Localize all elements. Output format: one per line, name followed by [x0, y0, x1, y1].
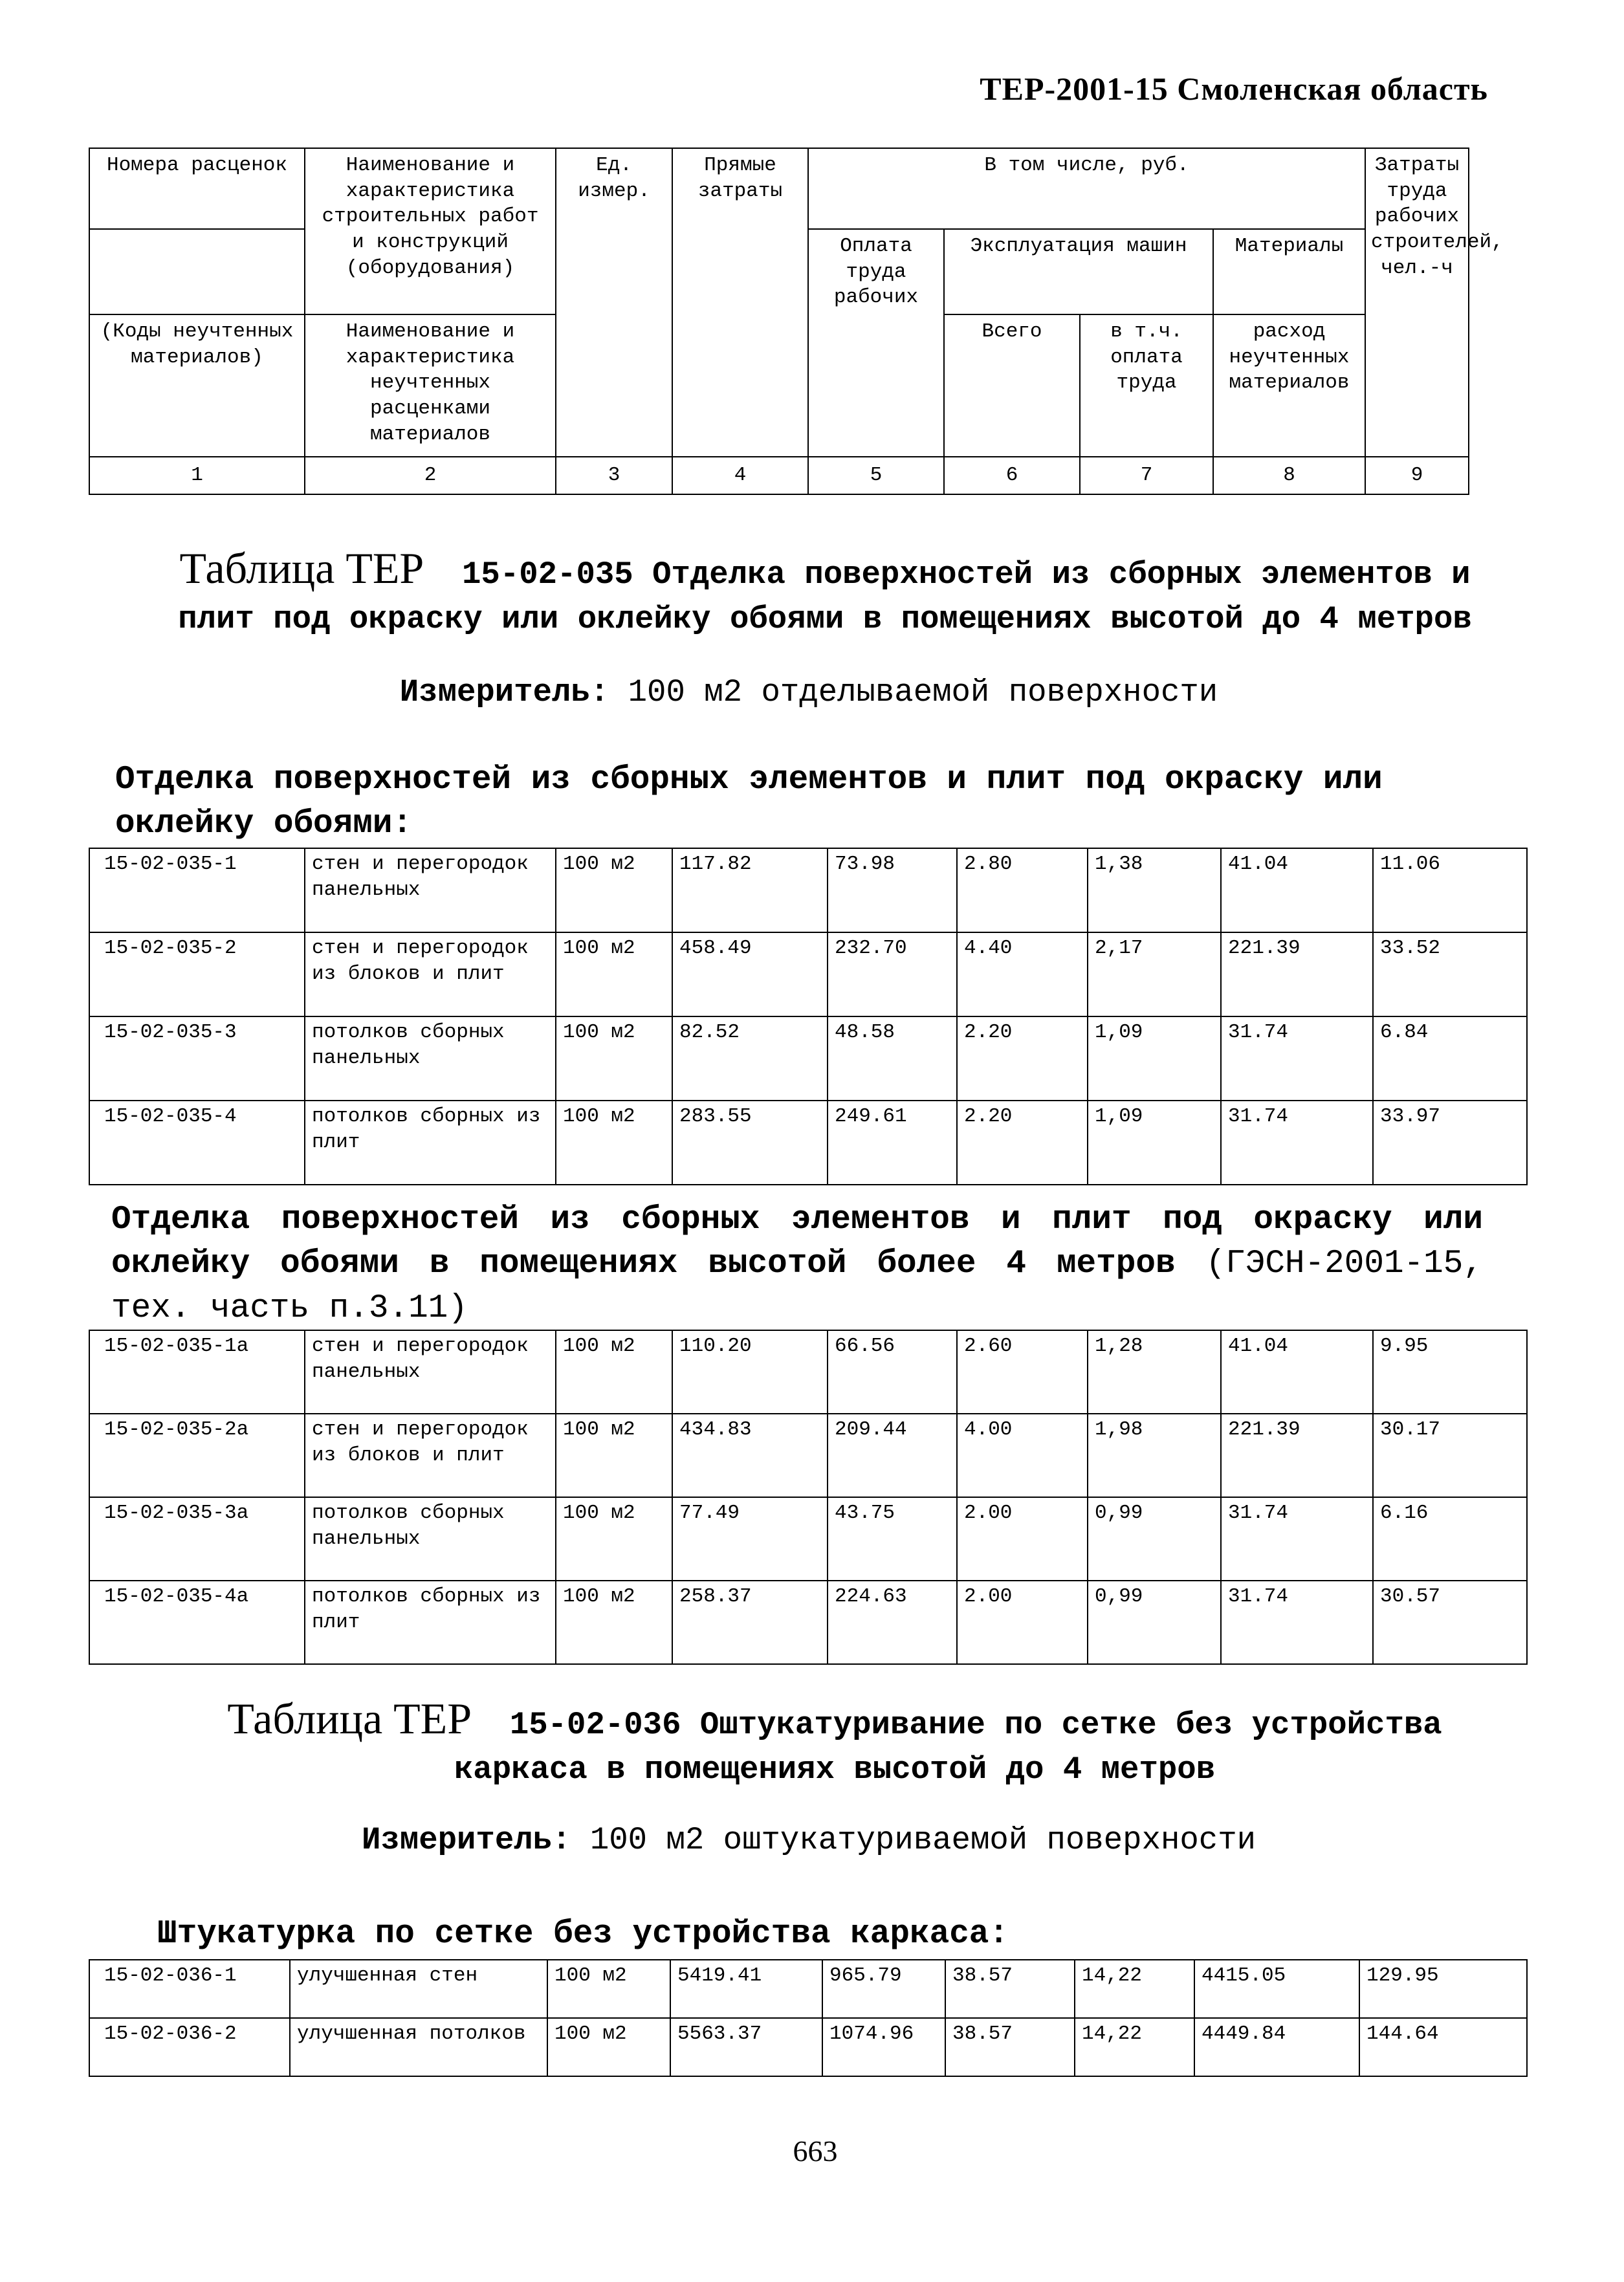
group-caption: Штукатурка по сетке без устройства каркаса: — [157, 1916, 1009, 1953]
table-title-lead: Таблица ТЕР — [179, 543, 424, 593]
table-cell: 73.98 — [828, 848, 957, 932]
table-cell: 4449.84 — [1194, 2018, 1359, 2076]
table-cell: 100 м2 — [556, 1581, 672, 1664]
table-row — [89, 2018, 1527, 2076]
rate-code: 15-02-035-4 — [89, 1101, 305, 1185]
table-cell: 6.16 — [1373, 1497, 1527, 1581]
table-cell: 232.70 — [828, 932, 957, 1016]
table-cell: 2,17 — [1088, 932, 1221, 1016]
table-cell: 100 м2 — [556, 1101, 672, 1185]
column-number: 5 — [808, 457, 944, 494]
table-cell: 209.44 — [828, 1414, 957, 1497]
table-cell: 5419.41 — [670, 1960, 822, 2018]
header-cell: Всего — [944, 314, 1080, 457]
rate-code: 15-02-035-1 — [89, 848, 305, 932]
table-row — [89, 1581, 1527, 1664]
work-description: потолков сборных из плит — [305, 1101, 556, 1185]
table-cell: 458.49 — [672, 932, 828, 1016]
rate-code: 15-02-035-4а — [89, 1581, 305, 1664]
header-cell — [89, 229, 305, 314]
table-cell: 5563.37 — [670, 2018, 822, 2076]
table-cell: 41.04 — [1221, 1330, 1373, 1414]
table-cell: 1,09 — [1088, 1016, 1221, 1101]
table-cell: 100 м2 — [556, 1497, 672, 1581]
table-cell: 221.39 — [1221, 1414, 1373, 1497]
table-title-text: 15-02-036 Оштукатуривание по сетке без устройства каркаса в помещениях высотой до 4 метров — [454, 1707, 1442, 1788]
table-cell: 2.60 — [957, 1330, 1088, 1414]
table-row — [89, 932, 1527, 1016]
rate-code: 15-02-035-2а — [89, 1414, 305, 1497]
table-cell: 66.56 — [828, 1330, 957, 1414]
table-cell: 4415.05 — [1194, 1960, 1359, 2018]
meter-value: 100 м2 отделываемой поверхности — [628, 674, 1218, 710]
work-description: потолков сборных панельных — [305, 1497, 556, 1581]
rate-code: 15-02-036-1 — [89, 1960, 290, 2018]
header-cell: Оплата труда рабочих — [808, 229, 944, 457]
header-cell: Эксплуатация машин — [944, 229, 1213, 314]
header-cell: Наименование и характеристика неучтенных расценками материалов — [305, 314, 556, 457]
table-cell: 2.20 — [957, 1016, 1088, 1101]
header-cell: Номера расценок — [89, 148, 305, 229]
measurement-unit — [162, 1822, 1456, 1858]
table-cell: 48.58 — [828, 1016, 957, 1101]
table-cell: 82.52 — [672, 1016, 828, 1101]
table-row — [89, 1497, 1527, 1581]
header-cell: Прямые затраты — [672, 148, 808, 457]
table-cell: 129.95 — [1359, 1960, 1527, 2018]
column-number: 9 — [1365, 457, 1469, 494]
header-cell: (Коды неучтенных материалов) — [89, 314, 305, 457]
table-cell: 41.04 — [1221, 848, 1373, 932]
table-cell: 1074.96 — [822, 2018, 945, 2076]
table-cell: 100 м2 — [547, 2018, 670, 2076]
group-caption-note: (ГЭСН-2001-15, тех. часть п.3.11) — [111, 1245, 1483, 1327]
column-number: 7 — [1080, 457, 1213, 494]
table-title-text: 15-02-035 Отделка поверхностей из сборных элементов и плит под окраску или оклейку обоями в помещениях высотой до 4 метров — [178, 556, 1472, 638]
work-description: стен и перегородок из блоков и плит — [305, 1414, 556, 1497]
group-caption-bold: Отделка поверхностей из сборных элементов и плит под окраску или оклейку обоями в помещениях высотой более 4 метров — [111, 1201, 1483, 1283]
table-cell: 1,28 — [1088, 1330, 1221, 1414]
header-cell: Затраты труда рабочих строителей, чел.-ч — [1365, 148, 1469, 457]
table-cell: 43.75 — [828, 1497, 957, 1581]
column-header-table — [89, 148, 1504, 495]
table-cell: 100 м2 — [556, 1414, 672, 1497]
table-row — [89, 1101, 1527, 1185]
header-cell: Ед. измер. — [556, 148, 672, 457]
work-description: улучшенная стен — [290, 1960, 547, 2018]
table-cell: 0,99 — [1088, 1497, 1221, 1581]
column-number: 1 — [89, 457, 305, 494]
table-cell: 1,38 — [1088, 848, 1221, 932]
table-cell: 31.74 — [1221, 1101, 1373, 1185]
table-cell: 110.20 — [672, 1330, 828, 1414]
table-cell: 33.52 — [1373, 932, 1527, 1016]
meter-label: Измеритель: — [361, 1822, 571, 1858]
table-cell: 9.95 — [1373, 1330, 1527, 1414]
table-row — [89, 1414, 1527, 1497]
table-cell: 14,22 — [1075, 1960, 1194, 2018]
table-cell: 2.80 — [957, 848, 1088, 932]
table-cell: 2.00 — [957, 1581, 1088, 1664]
column-number: 3 — [556, 457, 672, 494]
table-cell: 38.57 — [945, 2018, 1075, 2076]
work-description: улучшенная потолков — [290, 2018, 547, 2076]
table-title — [162, 538, 1488, 641]
work-description: стен и перегородок панельных — [305, 848, 556, 932]
rate-code: 15-02-035-2 — [89, 932, 305, 1016]
meter-label: Измеритель: — [399, 674, 609, 710]
rates-table-b — [89, 1330, 1528, 1665]
table-cell: 1,09 — [1088, 1101, 1221, 1185]
header-cell: в т.ч. оплата труда — [1080, 314, 1213, 457]
table-cell: 283.55 — [672, 1101, 828, 1185]
group-caption: Отделка поверхностей из сборных элементов и плит под окраску или оклейку обоями: — [115, 762, 1383, 843]
table-row — [89, 1330, 1527, 1414]
table-cell: 30.57 — [1373, 1581, 1527, 1664]
table-cell: 100 м2 — [556, 1330, 672, 1414]
work-description: потолков сборных панельных — [305, 1016, 556, 1101]
table-cell: 249.61 — [828, 1101, 957, 1185]
measurement-unit — [162, 674, 1456, 710]
rate-code: 15-02-035-3 — [89, 1016, 305, 1101]
table-cell: 224.63 — [828, 1581, 957, 1664]
work-description: потолков сборных из плит — [305, 1581, 556, 1664]
table-title — [188, 1689, 1482, 1792]
table-cell: 100 м2 — [556, 932, 672, 1016]
table-cell: 30.17 — [1373, 1414, 1527, 1497]
table-cell: 11.06 — [1373, 848, 1527, 932]
column-number: 8 — [1213, 457, 1365, 494]
table-title-lead: Таблица ТЕР — [227, 1694, 472, 1743]
table-cell: 31.74 — [1221, 1016, 1373, 1101]
table-cell: 100 м2 — [547, 1960, 670, 2018]
table-cell: 31.74 — [1221, 1497, 1373, 1581]
table-cell: 258.37 — [672, 1581, 828, 1664]
table-cell: 100 м2 — [556, 1016, 672, 1101]
table-cell: 2.20 — [957, 1101, 1088, 1185]
table-cell: 144.64 — [1359, 2018, 1527, 2076]
rates-table-a — [89, 848, 1528, 1185]
table-cell: 965.79 — [822, 1960, 945, 2018]
rate-code: 15-02-036-2 — [89, 2018, 290, 2076]
group-caption — [111, 1198, 1483, 1331]
table-cell: 2.00 — [957, 1497, 1088, 1581]
table-cell: 14,22 — [1075, 2018, 1194, 2076]
header-cell: Наименование и характеристика строительных работ и конструкций (оборудования) — [305, 148, 556, 314]
document-header: ТЕР-2001-15 Смоленская область — [980, 71, 1488, 107]
column-number: 6 — [944, 457, 1080, 494]
table-row — [89, 848, 1527, 932]
table-cell: 4.40 — [957, 932, 1088, 1016]
header-cell: В том числе, руб. — [808, 148, 1365, 229]
header-cell: Материалы — [1213, 229, 1365, 314]
column-number: 4 — [672, 457, 808, 494]
table-cell: 117.82 — [672, 848, 828, 932]
table-cell: 221.39 — [1221, 932, 1373, 1016]
rate-code: 15-02-035-3а — [89, 1497, 305, 1581]
page-number: 663 — [793, 2134, 838, 2167]
table-row — [89, 1016, 1527, 1101]
table-row — [89, 1960, 1527, 2018]
table-cell: 4.00 — [957, 1414, 1088, 1497]
table-cell: 434.83 — [672, 1414, 828, 1497]
meter-value: 100 м2 оштукатуриваемой поверхности — [589, 1822, 1256, 1858]
header-cell: расход неучтенных материалов — [1213, 314, 1365, 457]
table-cell: 38.57 — [945, 1960, 1075, 2018]
table-cell: 0,99 — [1088, 1581, 1221, 1664]
table-cell: 31.74 — [1221, 1581, 1373, 1664]
work-description: стен и перегородок из блоков и плит — [305, 932, 556, 1016]
rates-table-c — [89, 1959, 1528, 2077]
column-number: 2 — [305, 457, 556, 494]
table-cell: 77.49 — [672, 1497, 828, 1581]
work-description: стен и перегородок панельных — [305, 1330, 556, 1414]
table-cell: 100 м2 — [556, 848, 672, 932]
rate-code: 15-02-035-1а — [89, 1330, 305, 1414]
table-cell: 1,98 — [1088, 1414, 1221, 1497]
table-cell: 6.84 — [1373, 1016, 1527, 1101]
table-cell: 33.97 — [1373, 1101, 1527, 1185]
